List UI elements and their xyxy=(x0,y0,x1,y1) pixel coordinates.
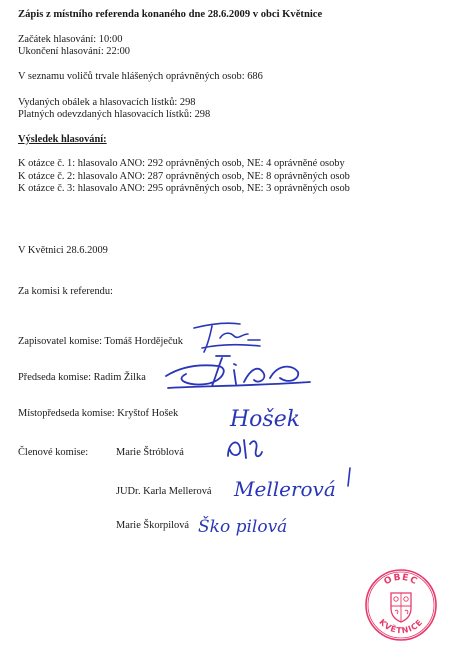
member-2: JUDr. Karla Mellerová xyxy=(116,486,212,497)
member-1: Marie Štróblová xyxy=(116,447,184,458)
vice-chair-line: Místopředseda komise: Kryštof Hošek xyxy=(18,408,179,419)
place-date: V Květnici 28.6.2009 xyxy=(18,245,108,256)
member-2-signature-text: Mellerová xyxy=(234,477,336,501)
valid-envelopes: Platných odevzdaných hlasovacích lístků: 298 xyxy=(18,109,211,120)
member-3: Marie Škorpilová xyxy=(116,520,190,531)
result-question-2: K otázce č. 2: hlasovalo ANO: 287 oprávněných osob, NE: 8 oprávněných osob xyxy=(18,171,350,182)
voting-end: Ukončení hlasování: 22:00 xyxy=(18,46,130,57)
issued-envelopes: Vydaných obálek a hlasovacích lístků: 298 xyxy=(18,97,196,108)
coat-of-arms-icon xyxy=(391,593,411,622)
members-label: Členové komise: xyxy=(18,447,89,458)
member-3-signature-text: Ško pilová xyxy=(198,517,288,537)
member-2-signature xyxy=(232,462,362,504)
commission-intro: Za komisi k referendu: xyxy=(18,286,113,297)
municipal-stamp xyxy=(364,568,438,642)
eligible-voters: V seznamu voličů trvale hlášených oprávněných osob: 686 xyxy=(18,71,263,82)
stamp-bottom-text: KVĚTNICE xyxy=(377,617,425,636)
member-3-signature xyxy=(196,510,296,538)
member-1-signature xyxy=(222,432,266,462)
voting-start: Začátek hlasování: 10:00 xyxy=(18,34,123,45)
chair-signature xyxy=(160,352,320,394)
result-question-1: K otázce č. 1: hlasovalo ANO: 292 oprávněných osob, NE: 4 oprávněné osoby xyxy=(18,158,345,169)
recorder-signature xyxy=(190,318,270,356)
document-title: Zápis z místního referenda konaného dne 28.6.2009 v obci Květnice xyxy=(18,9,323,20)
recorder-line: Zapisovatel komise: Tomáš Horděječuk xyxy=(18,336,184,347)
chair-line: Předseda komise: Radim Žilka xyxy=(18,372,146,383)
stamp-top-text: OBEC xyxy=(382,572,420,588)
results-heading: Výsledek hlasování: xyxy=(18,134,107,145)
result-question-3: K otázce č. 3: hlasovalo ANO: 295 oprávněných osob, NE: 3 oprávněných osob xyxy=(18,183,350,194)
vice-chair-signature-text: Hošek xyxy=(230,407,301,432)
vice-chair-signature xyxy=(226,396,326,436)
